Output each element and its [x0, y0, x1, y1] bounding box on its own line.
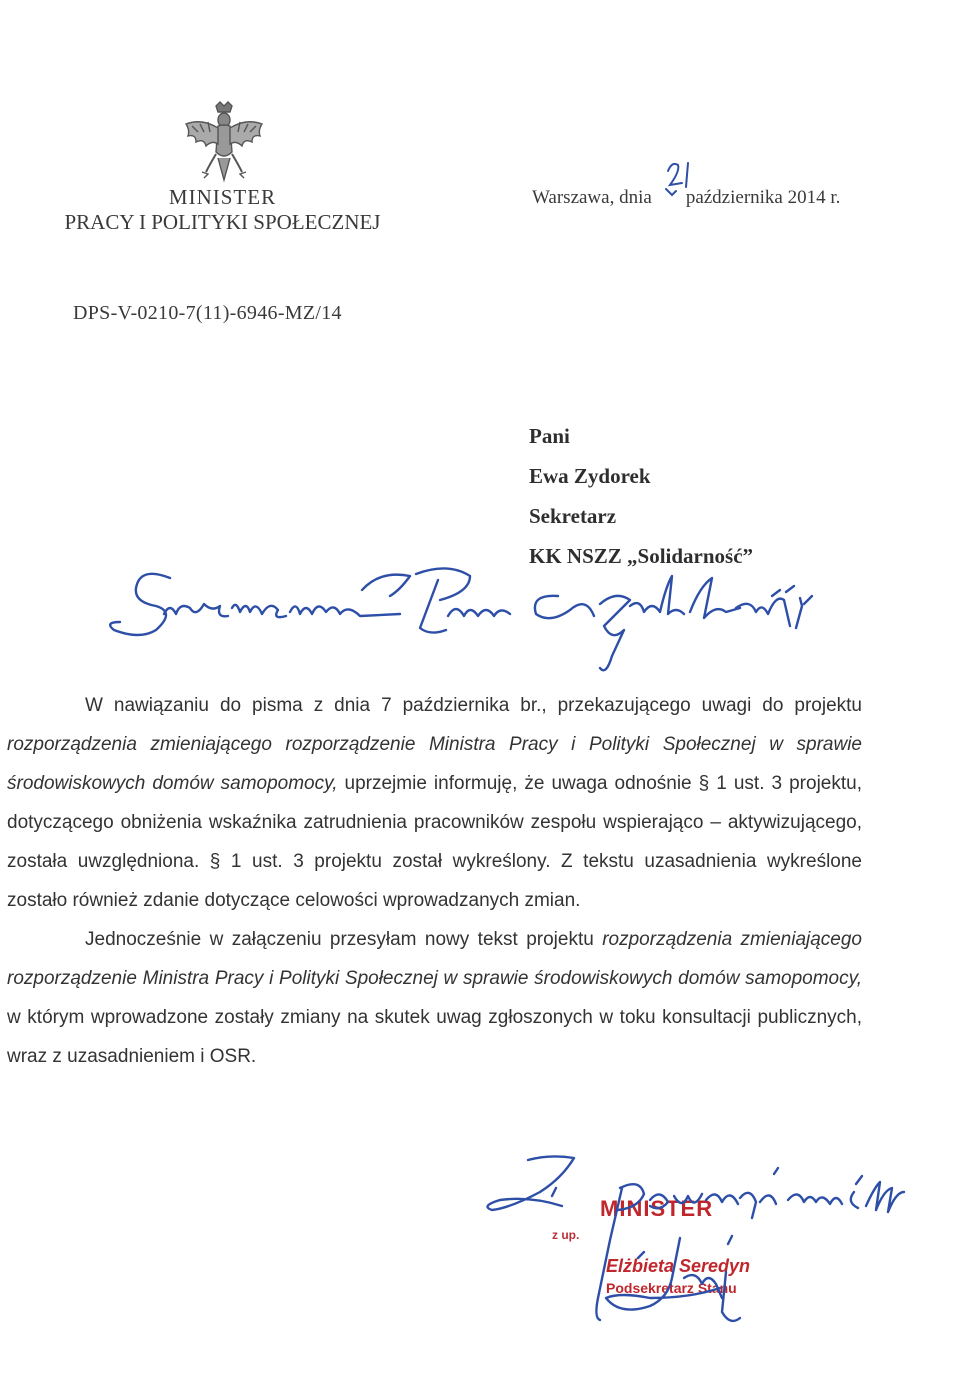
date-prefix: Warszawa, dnia	[532, 187, 652, 208]
paragraph-2-text-b: w którym wprowadzone zostały zmiany na skutek uwag zgłoszonych w toku konsultacji publicznych, wraz z uzasadnieniem i OSR.	[7, 1007, 862, 1067]
stamp-signatory-name: Elżbieta Seredyn	[606, 1256, 751, 1276]
paragraph-2	[7, 920, 862, 1076]
paragraph-2-text-a: Jednocześnie w załączeniu przesyłam nowy tekst projektu	[85, 929, 603, 950]
stamp-minister-title: MINISTER	[600, 1196, 714, 1221]
white-eagle-emblem	[178, 100, 266, 184]
addressee-organization: KK NSZZ „Solidarność”	[529, 544, 754, 568]
handwritten-closing-and-signature	[470, 1148, 920, 1348]
reference-number: DPS-V-0210-7(11)-6946-MZ/14	[73, 302, 342, 324]
letter-date	[532, 187, 840, 209]
stamp-on-behalf: z up.	[552, 1228, 580, 1242]
date-suffix: października 2014 r.	[685, 187, 841, 208]
handwritten-day	[664, 159, 700, 199]
stamp-signatory-position: Podsekretarz Stanu	[606, 1280, 737, 1296]
paragraph-1-regulation-title: rozporządzenia zmieniającego rozporządzenie Ministra Pracy i Polityki Społecznej w sprawie środowiskowych domów samopomocy,	[7, 734, 862, 794]
ministry-header	[40, 185, 405, 235]
addressee-salutation: Pani	[529, 424, 570, 448]
paragraph-2-regulation-title: rozporządzenia zmieniającego rozporządzenie Ministra Pracy i Polityki Społecznej w sprawie środowiskowych domów samopomocy,	[7, 929, 862, 989]
handwritten-greeting	[100, 556, 860, 686]
addressee-position: Sekretarz	[529, 504, 617, 528]
ministry-line-1: MINISTER	[168, 185, 277, 209]
addressee-block	[529, 416, 753, 576]
ministry-line-2: PRACY I POLITYKI SPOŁECZNEJ	[64, 210, 381, 234]
addressee-name: Ewa Zydorek	[529, 464, 651, 488]
letter-body	[7, 686, 862, 1076]
paragraph-1-text-b: uprzejmie informuję, że uwaga odnośnie § 1 ust. 3 projektu, dotyczącego obniżenia wskaźnika zatrudnienia pracowników zespołu wspierająco – aktywizującego, została uwzględniona. § 1 ust. 3 projektu został wykreślony. Z tekstu uzasadnienia wykreślone zostało również zdanie dotyczące celowości wprowadzanych zmian.	[7, 773, 862, 911]
paragraph-1-text-a: W nawiązaniu do pisma z dnia 7 października br., przekazującego uwagi do projektu	[85, 695, 862, 716]
paragraph-1	[7, 686, 862, 920]
